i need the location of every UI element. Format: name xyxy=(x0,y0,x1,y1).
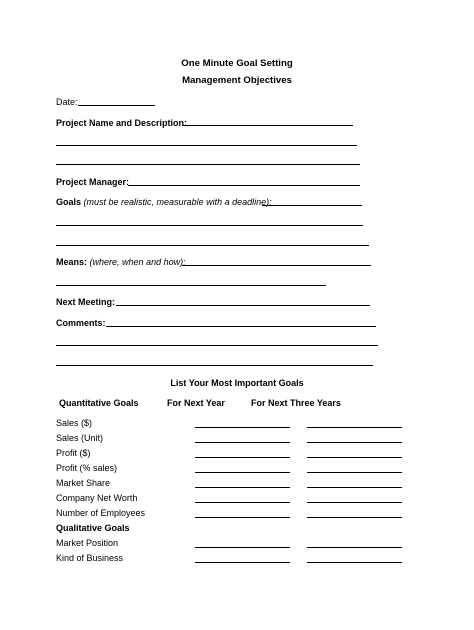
comments-line-2[interactable] xyxy=(56,345,378,346)
project-manager-line[interactable] xyxy=(128,185,360,186)
row-market-position-three-years-line[interactable] xyxy=(307,547,402,548)
means-line-2[interactable] xyxy=(56,285,326,286)
project-manager-label: Project Manager: xyxy=(56,177,130,187)
row-profit-percent-next-year-line[interactable] xyxy=(195,472,290,473)
row-employees-next-year-line[interactable] xyxy=(195,517,290,518)
row-profit-dollars-next-year-line[interactable] xyxy=(195,457,290,458)
row-market-share-three-years-line[interactable] xyxy=(307,487,402,488)
comments-line-3[interactable] xyxy=(56,365,373,366)
means-label: Means: xyxy=(56,257,88,267)
page-title: One Minute Goal Setting xyxy=(181,58,293,69)
row-net-worth-three-years-line[interactable] xyxy=(307,502,402,503)
date-field-line[interactable] xyxy=(78,105,155,106)
goals-line[interactable] xyxy=(262,205,362,206)
row-label-market-position: Market Position xyxy=(56,538,119,548)
col-header-quantitative: Quantitative Goals xyxy=(59,398,139,408)
row-market-share-next-year-line[interactable] xyxy=(195,487,290,488)
project-name-line[interactable] xyxy=(182,125,353,126)
means-hint: (where, when and how): xyxy=(89,257,186,267)
row-label-sales-unit: Sales (Unit) xyxy=(56,433,104,443)
col-header-next-three-years: For Next Three Years xyxy=(251,398,341,408)
row-label-profit-dollars: Profit ($) xyxy=(56,448,91,458)
row-label-profit-percent: Profit (% sales) xyxy=(56,463,118,473)
page-subtitle: Management Objectives xyxy=(182,75,292,86)
row-kind-of-business-next-year-line[interactable] xyxy=(195,562,290,563)
qualitative-goals-label: Qualitative Goals xyxy=(56,523,130,533)
means-label-group xyxy=(56,257,186,267)
means-line[interactable] xyxy=(182,265,371,266)
row-sales-unit-three-years-line[interactable] xyxy=(307,442,402,443)
goals-line-3[interactable] xyxy=(56,245,369,246)
goals-hint: (must be realistic, measurable with a deadline): xyxy=(83,197,272,207)
comments-line[interactable] xyxy=(106,326,376,327)
row-label-market-share: Market Share xyxy=(56,478,111,488)
row-sales-dollars-next-year-line[interactable] xyxy=(195,427,290,428)
date-label: Date: xyxy=(56,97,78,107)
row-sales-unit-next-year-line[interactable] xyxy=(195,442,290,443)
row-profit-dollars-three-years-line[interactable] xyxy=(307,457,402,458)
next-meeting-line[interactable] xyxy=(116,305,370,306)
row-label-sales-dollars: Sales ($) xyxy=(56,418,93,428)
row-kind-of-business-three-years-line[interactable] xyxy=(307,562,402,563)
goals-label-group xyxy=(56,197,272,207)
next-meeting-label: Next Meeting: xyxy=(56,297,116,307)
row-employees-three-years-line[interactable] xyxy=(307,517,402,518)
row-market-position-next-year-line[interactable] xyxy=(195,547,290,548)
comments-label: Comments: xyxy=(56,318,106,328)
project-name-label: Project Name and Description: xyxy=(56,118,188,128)
row-label-employees: Number of Employees xyxy=(56,508,146,518)
row-label-net-worth: Company Net Worth xyxy=(56,493,138,503)
row-sales-dollars-three-years-line[interactable] xyxy=(307,427,402,428)
list-title: List Your Most Important Goals xyxy=(170,378,304,388)
col-header-next-year: For Next Year xyxy=(167,398,225,408)
row-profit-percent-three-years-line[interactable] xyxy=(307,472,402,473)
row-label-kind-of-business: Kind of Business xyxy=(56,553,124,563)
row-net-worth-next-year-line[interactable] xyxy=(195,502,290,503)
goals-label: Goals xyxy=(56,197,82,207)
project-desc-line-1[interactable] xyxy=(56,145,357,146)
goals-line-2[interactable] xyxy=(56,225,363,226)
project-desc-line-2[interactable] xyxy=(56,164,360,165)
